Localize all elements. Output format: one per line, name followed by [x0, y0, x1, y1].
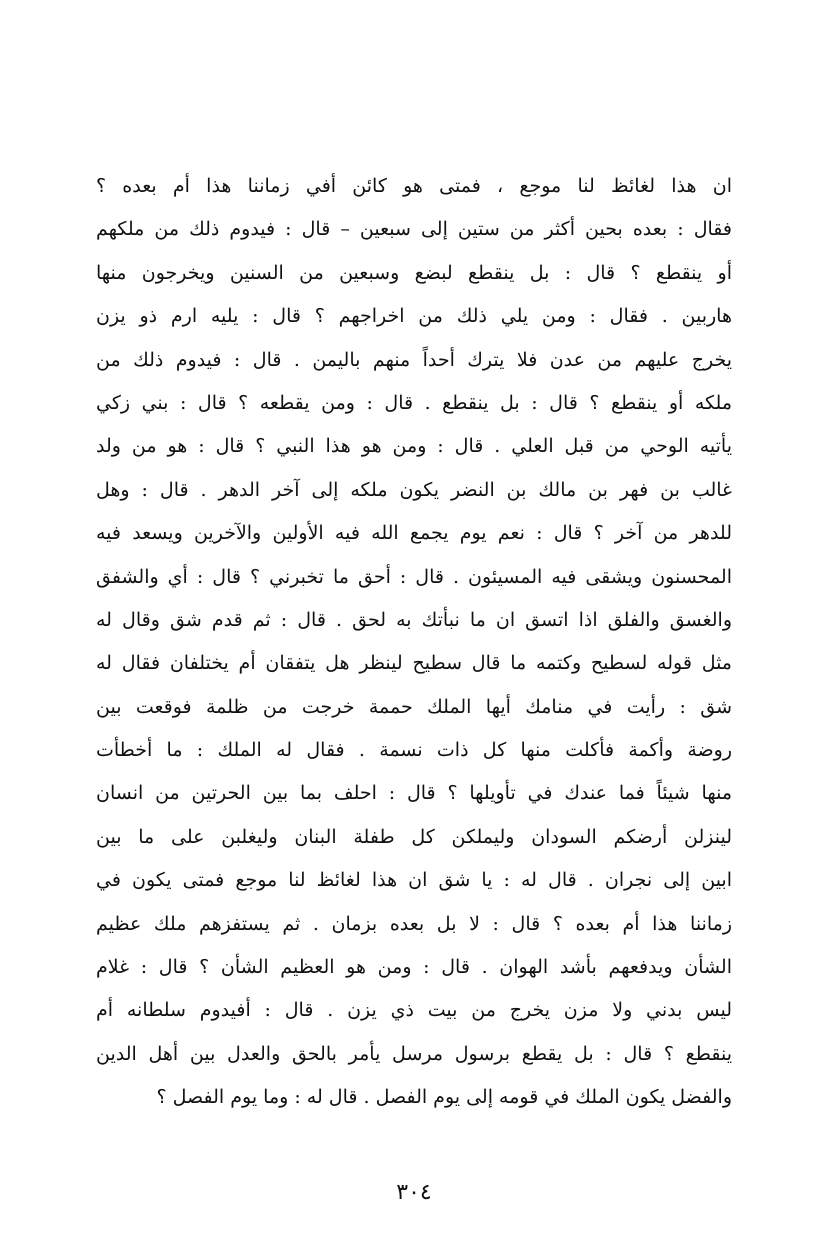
- text-line: والغسق والفلق اذا اتسق ان ما نبأتك به لحق . قال : ثم قدم شق وقال له: [96, 608, 732, 631]
- text-line: شق : رأيت في منامك أيها الملك حممة خرجت من ظلمة فوقعت بين: [96, 695, 732, 718]
- text-line: يأتيه الوحي من قبل العلي . قال : ومن هو هذا النبي ؟ قال : هو من ولد: [96, 435, 732, 458]
- text-line: المحسنون ويشقى فيه المسيئون . قال : أحق ما تخبرني ؟ قال : أي والشفق: [96, 565, 732, 588]
- text-line: منها شيئاً فما عندك في تأويلها ؟ قال : احلف بما بين الحرتين من انسان: [96, 782, 732, 805]
- text-line: للدهر من آخر ؟ قال : نعم يوم يجمع الله فيه الأولين والآخرين ويسعد فيه: [96, 522, 732, 545]
- text-line: روضة وأكمة فأكلت منها كل ذات نسمة . فقال له الملك : ما أخطأت: [96, 739, 732, 762]
- text-line: يخرج عليهم من عدن فلا يترك أحداً منهم باليمن . قال : فيدوم ذلك من: [96, 348, 732, 371]
- text-line: غالب بن فهر بن مالك بن النضر يكون ملكه إلى آخر الدهر . قال : وهل: [96, 478, 732, 501]
- text-line: زماننا هذا أم بعده ؟ قال : لا بل بعده بزمان . ثم يستفزهم ملك عظيم: [96, 912, 732, 935]
- text-line: ان هذا لغائظ لنا موجع ، فمتى هو كائن أفي زماننا هذا أم بعده ؟: [96, 175, 732, 197]
- text-line: الشأن ويدفعهم بأشد الهوان . قال : ومن هو العظيم الشأن ؟ قال : غلام: [96, 956, 732, 979]
- text-line: فقال : بعده بحين أكثر من ستين إلى سبعين – قال : فيدوم ذلك من ملكهم: [96, 218, 732, 241]
- body-text: [96, 165, 732, 1120]
- text-line: هاربين . فقال : ومن يلي ذلك من اخراجهم ؟ قال : يليه ارم ذو يزن: [96, 305, 732, 328]
- text-line: أو ينقطع ؟ قال : بل ينقطع لبضع وسبعين من السنين ويخرجون منها: [96, 261, 732, 284]
- text-line: ينقطع ؟ قال : بل يقطع برسول مرسل يأمر بالحق والعدل بين أهل الدين: [96, 1042, 732, 1065]
- text-line: لينزلن أرضكم السودان وليملكن كل طفلة البنان وليغلبن على ما بين: [96, 825, 732, 848]
- text-line: مثل قوله لسطيح وكتمه ما قال سطيح لينظر هل يتفقان أم يختلفان فقال له: [96, 652, 732, 675]
- text-line: والفضل يكون الملك في قومه إلى يوم الفصل . قال له : وما يوم الفصل ؟: [156, 1086, 732, 1109]
- text-line: ابين إلى نجران . قال له : يا شق ان هذا لغائظ لنا موجع فمتى يكون في: [96, 869, 732, 892]
- page-number: ٣٠٤: [396, 1180, 432, 1205]
- text-line: ملكه أو ينقطع ؟ قال : بل ينقطع . قال : ومن يقطعه ؟ قال : بني زكي: [96, 391, 732, 414]
- text-line: ليس بدني ولا مزن يخرج من بيت ذي يزن . قال : أفيدوم سلطانه أم: [96, 999, 732, 1022]
